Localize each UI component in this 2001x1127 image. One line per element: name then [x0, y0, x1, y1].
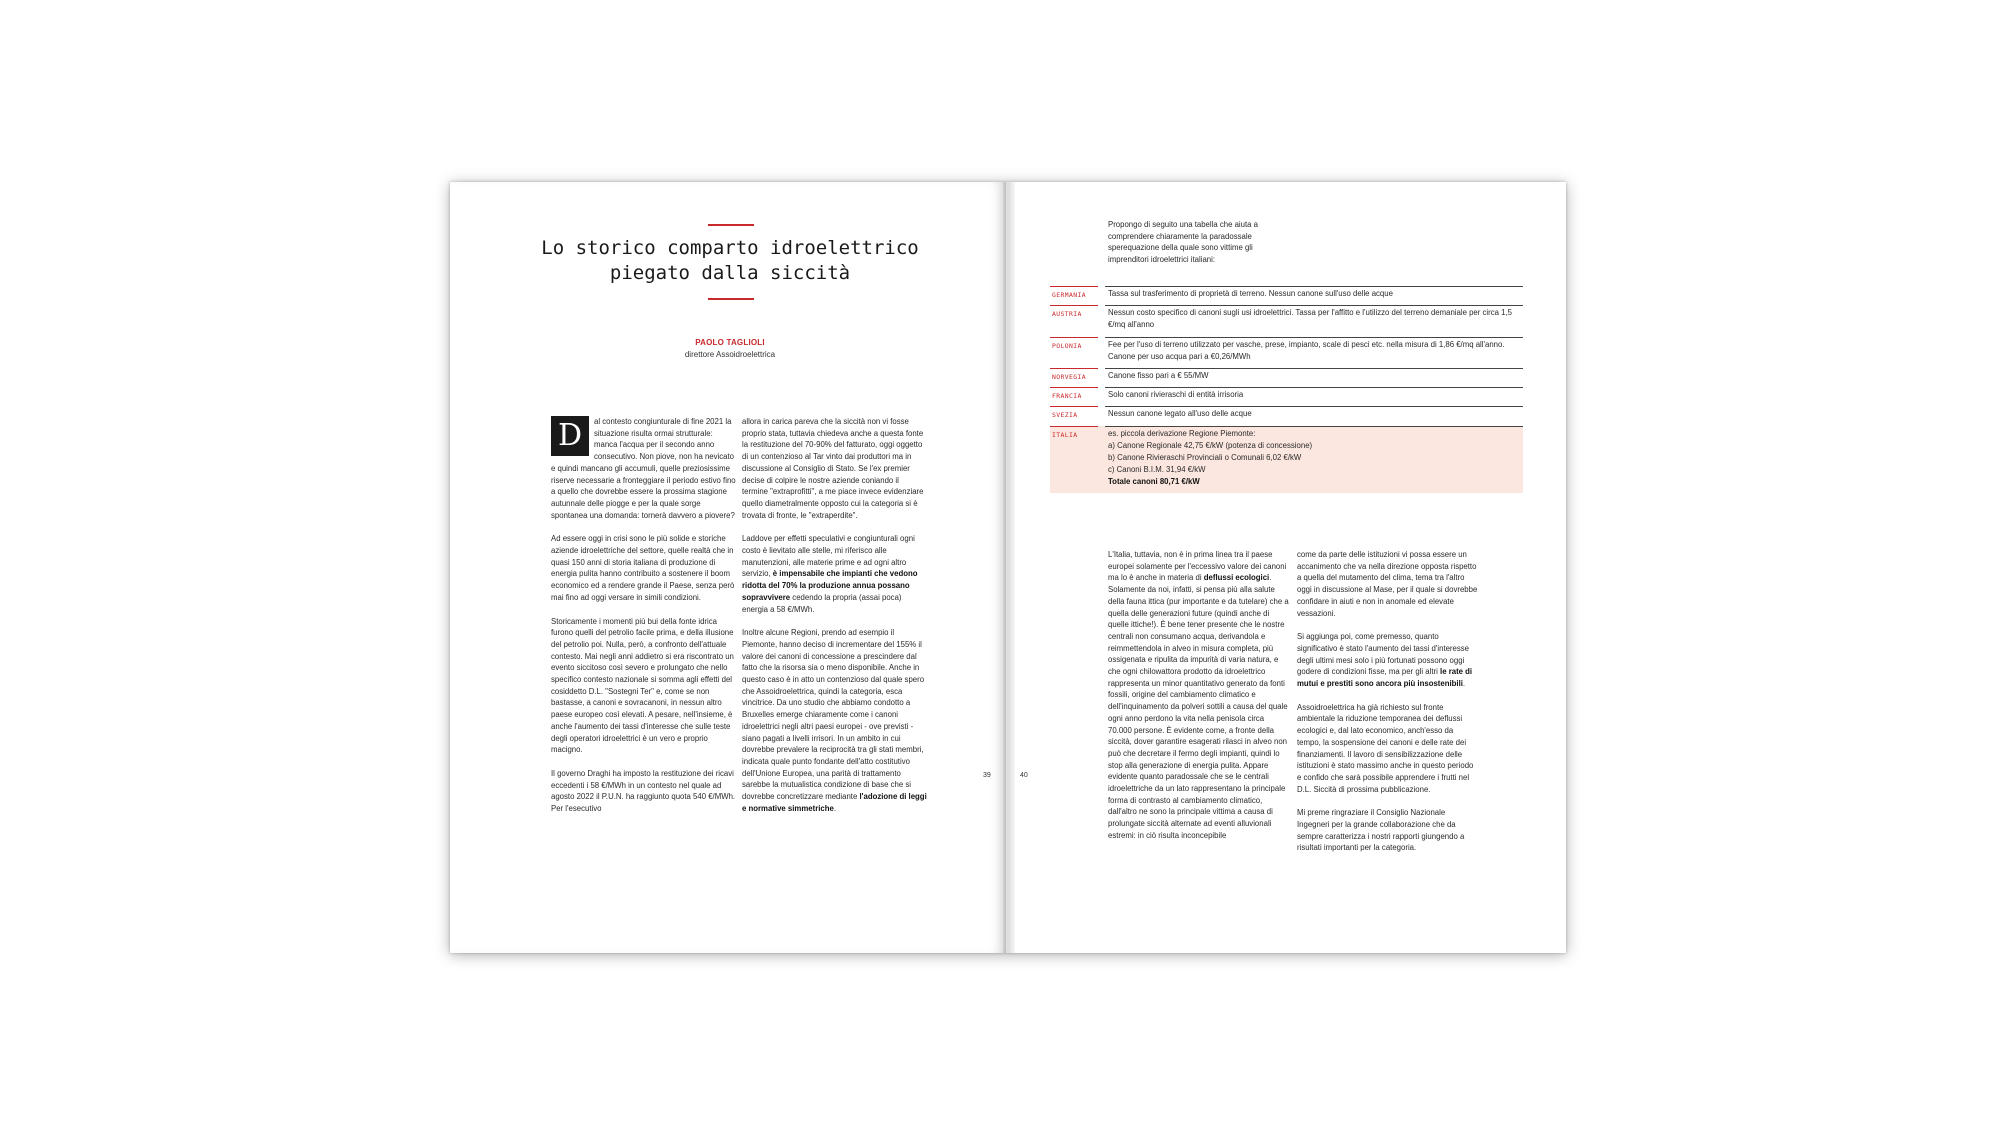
right-page — [1006, 182, 1566, 953]
country-description: Nessun canone legato all'uso delle acque — [1108, 409, 1252, 419]
paragraph: Si aggiunga poi, come premesso, quanto significativo è stato l'aumento dei tassi d'interesse degli ultimi mesi solo i più fortunati possono oggi godere di condizioni fisse, ma per gli altri le rate di mutui e prestiti sono ancora più insostenibili. — [1297, 632, 1473, 689]
country-label: FRANCIA — [1052, 392, 1082, 401]
paragraph: Storicamente i momenti più bui della fonte idrica furono quelli del petrolio facile prima, e della illusione del petrolio poi. Nulla, però, a confronto dell'attuale contesto. Mai negli anni addietro si era riscontrato un evento siccitoso così severo e prolungato che nello specifico contesto nazionale si somma agli effetti del cosiddetto D.L. "Sostegni Ter" e, come se non bastasse, a canoni e sovracanoni, in nessun altro paese europeo così elevati. A pesare, nell'insieme, è anche l'aumento dei tassi d'interesse che sulle teste degli operatori idroelettrici è un vero e proprio macigno. — [551, 616, 734, 755]
title-line-1: Lo storico comparto idroelettrico — [541, 237, 919, 259]
paragraph: D al contesto congiunturale di fine 2021 la situazione risulta ormai strutturale: manca l'acqua per il secondo anno consecutivo. Non piove, non ha nevicato e quindi mancano gli accumuli, quelle preziosissime riserve necessarie a fronteggiare il periodo estivo fino a quello che dovrebbe essere la prossima stagione autunnale delle piogge e per la quale sorge spontanea una domanda: tornerà davvero a piovere? — [551, 417, 736, 520]
page-number-left: 39 — [983, 772, 991, 779]
country-label: POLONIA — [1052, 341, 1082, 350]
title-line-2: piegato dalla siccità — [609, 262, 851, 284]
author-role: direttore Assoidroelettrica — [684, 350, 776, 359]
paragraph: L'Italia, tuttavia, non è in prima linea tra il paese europei solamente per l'eccessivo valore dei canoni ma lo è anche in materia di deflussi ecologici. Solamente da noi, infatti, si pensa più alla salute della fauna ittica (pur importante e da tutelare) che a quella delle generazioni future (quindi anche di quelle ittiche!). È bene tener presente che le nostre centrali non consumano acqua, derivandola e reimmettendola in alveo in misura completa, più ossigenata e ripulita da impurità di varia natura, e che ogni chilowattora prodotto da idroelettrico rappresenta un minor quantitativo generato da fonti fossili, origine del cambiamento climatico e dell'inquinamento da polveri sottili a causa del quale ogni anno perdono la vita nella penisola circa 70.000 persone. È evidente come, a fronte della siccità, dover garantire esagerati rilasci in alveo non può che decretare il fermo degli impianti, quindi lo stop alla generazione di energia pulita. Appare evidente quanto paradossale che se le centrali idroelettriche da un lato rappresentano la principale forma di contrasto al cambiamento climatico, dall'altro ne sono la principale vittima a causa di prolungate siccità alternate ad eventi alluvionali estremi: in ciò risulta inconcepibile — [1108, 550, 1289, 840]
country-label: AUSTRIA — [1052, 310, 1082, 319]
paragraph: Il governo Draghi ha imposto la restituzione dei ricavi eccedenti i 58 €/MWh in un contesto nel quale ad agosto 2022 il P.U.N. ha raggiunto quota 540 €/MWh. Per l'esecutivo — [551, 768, 736, 814]
paragraph: Laddove per effetti speculativi e congiunturali ogni costo è lievitato alle stelle, mi riferisco alle manutenzioni, alle materie prime e ad ogni altro servizio, è impensabile che impianti che vedono ridotta del 70% la produzione annua possano sopravvivere cedendo la propria (assai poca) energia a 58 €/MWh. — [742, 534, 918, 614]
bold-highlight: è impensabile che impianti che vedono ridotta del 70% la produzione annua possano sopravvivere — [742, 569, 918, 602]
table-row-italia — [1050, 426, 1523, 493]
paragraph: allora in carica pareva che la siccità non vi fosse proprio stata, tuttavia chiedeva anche a questa fonte la restituzione del 70-90% del fatturato, oggi oggetto di un contenzioso al Tar vinto dai produttori ma in discussione al Consiglio di Stato. Se l'ex premier decise di colpire le nostre aziende coniando il termine "extraprofitti", a me piace invece evidenziare quello diametralmente opposto cui la categoria si è trovata di fronte, le "extraperdite". — [742, 417, 924, 520]
country-label: ITALIA — [1052, 430, 1078, 439]
country-description: Solo canoni rivieraschi di entità irrisoria — [1108, 390, 1244, 400]
table-intro: Propongo di seguito una tabella che aiuta a comprendere chiaramente la paradossale sperequazione della quale sono vittime gli imprenditori idroelettrici italiani: — [1108, 220, 1258, 265]
title-top-rule — [708, 224, 754, 226]
left-page — [450, 182, 1006, 953]
table-row — [1050, 387, 1523, 406]
table-row — [1050, 286, 1523, 305]
paragraph: Ad essere oggi in crisi sono le più solide e storiche aziende idroelettriche del settore, quelle realtà che in quasi 150 anni di storia italiana di produzione di energia pulita hanno contribuito a sostenere il boom economico ed a rendere grande il Paese, senza però mai fino ad oggi versare in simili condizioni. — [551, 534, 735, 602]
left-column-1 — [551, 416, 736, 827]
title-bottom-rule — [708, 298, 754, 300]
drop-cap: D — [551, 416, 589, 456]
author-name: PAOLO TAGLIOLI — [695, 338, 765, 347]
country-description: Fee per l'uso di terreno utilizzato per vasche, prese, impianto, scale di pesci etc. nella misura di 1,86 €/mq all'anno. Canone per uso acqua pari a €0,26/MWh — [1108, 339, 1505, 361]
table-row — [1050, 337, 1523, 368]
country-label: SVEZIA — [1052, 411, 1078, 420]
bold-highlight: deflussi ecologici — [1203, 573, 1270, 583]
country-label: GERMANIA — [1052, 291, 1086, 299]
paragraph: come da parte delle istituzioni vi possa essere un accanimento che va nella direzione opposta rispetto a quella del mutamento del clima, tema tra l'altro oggi in discussione al Mase, per il quale si dovrebbe confidare in aiuti e non in anomale ed elevate vessazioni. — [1297, 550, 1478, 618]
magazine-spread — [450, 182, 1566, 953]
country-description: Canone fisso pari a € 55/MW — [1108, 371, 1209, 381]
article-title — [530, 236, 930, 286]
bold-highlight: l'adozione di leggi e normative simmetriche — [742, 792, 927, 813]
book-gutter — [1003, 182, 1015, 953]
paragraph: Inoltre alcune Regioni, prendo ad esempio il Piemonte, hanno deciso di incrementare del 155% il valore dei canoni di concessione a prescindere dal fatto che la risorsa sia o meno disponibile. Anche in questo caso è in atto un contenzioso dal quale spero che Assoidroelettrica, quindi la categoria, esca vincitrice. Da uno studio che abbiamo condotto a Bruxelles emerge chiaramente come i canoni idroelettrici negli altri paesi europei - ove previsti - siano pagati a livelli irrisori. In un ambito in cui dovrebbe prevalere la reciprocità tra gli stati membri, indicata quale punto fondante dell'atto costitutivo dell'Unione Europea, una parità di trattamento sarebbe la mutualistica condizione di base che si dovrebbe concretizzare mediante l'adozione di leggi e normative simmetriche. — [742, 628, 927, 813]
canoni-table — [1050, 286, 1523, 493]
country-description: Nessun costo specifico di canoni sugli usi idroelettrici. Tassa per l'affitto e l'utilizzo del terreno demaniale per circa 1,5 €/mq all'anno — [1108, 308, 1512, 330]
table-row — [1050, 406, 1523, 425]
table-row — [1050, 368, 1523, 387]
bold-highlight: le rate di mutui e prestiti sono ancora più insostenibili — [1297, 667, 1473, 689]
right-column-1 — [1108, 549, 1290, 854]
italia-total: Totale canoni 80,71 €/kW — [1108, 477, 1200, 487]
page-number-right: 40 — [1020, 772, 1028, 779]
paragraph: Assoidroelettrica ha già richiesto sul fronte ambientale la riduzione temporanea dei deflussi ecologici e, dal lato economico, anch'esso da tempo, la sospensione dei canoni e delle rate dei finanziamenti. Il lavoro di sensibilizzazione delle istituzioni è stato massimo anche in questo periodo e confido che sarà possibile apprendere i frutti nel D.L. Siccità di prossima pubblicazione. — [1297, 702, 1474, 794]
country-label: NORVEGIA — [1052, 373, 1086, 382]
country-description: es. piccola derivazione Regione Piemonte: a) Canone Regionale 42,75 €/kW (potenza di concessione) b) Canone Rivieraschi Provinciali o Comunali 6,02 €/kW c) Canoni B.I.M. 31,94 €/kW Totale canoni 80,71 €/kW — [1104, 428, 1523, 489]
paragraph: Mi preme ringraziare il Consiglio Nazionale Ingegneri per la grande collaborazione che da sempre caratterizza i nostri rapporti giungendo a risultati importanti per la categoria. — [1297, 808, 1465, 853]
table-row — [1050, 305, 1523, 336]
left-column-2 — [742, 416, 927, 827]
country-description: Tassa sul trasferimento di proprietà di terreno. Nessun canone sull'uso delle acque — [1108, 289, 1393, 298]
right-column-2 — [1297, 549, 1479, 866]
